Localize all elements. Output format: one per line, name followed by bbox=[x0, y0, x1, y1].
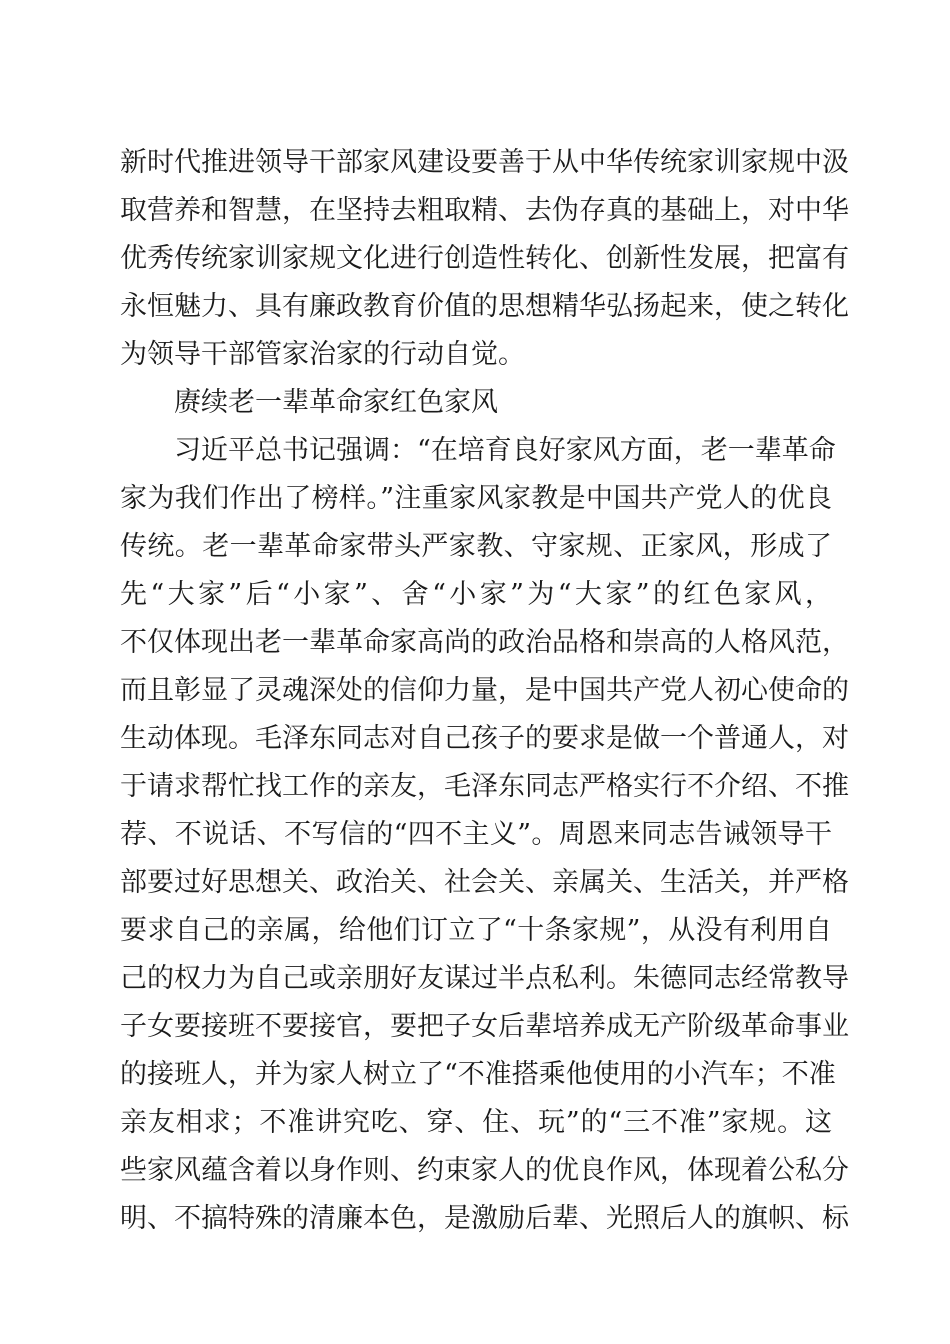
section-heading: 赓续老一辈革命家红色家风 bbox=[174, 387, 498, 418]
paragraph-2-line: 亲友相求；不准讲究吃、穿、住、玩”的“三不准”家规。这 bbox=[120, 1107, 832, 1138]
paragraph-2-line: 明、不搞特殊的清廉本色，是激励后辈、光照后人的旗帜、标 bbox=[120, 1203, 849, 1234]
paragraph-2-line: 传统。老一辈革命家带头严家教、守家规、正家风，形成了 bbox=[120, 531, 832, 562]
paragraph-2-line: 些家风蕴含着以身作则、约束家人的优良作风，体现着公私分 bbox=[120, 1155, 849, 1186]
paragraph-2-line: 而且彰显了灵魂深处的信仰力量，是中国共产党人初心使命的 bbox=[120, 675, 849, 706]
paragraph-2-line: 家为我们作出了榜样。”注重家风家教是中国共产党人的优良 bbox=[120, 483, 832, 514]
paragraph-2-line: 先“大家”后“小家”、舍“小家”为“大家”的红色家风， bbox=[120, 579, 832, 610]
paragraph-2-line: 子女要接班不要接官，要把子女后辈培养成无产阶级革命事业 bbox=[120, 1011, 849, 1042]
paragraph-1-line: 为领导干部管家治家的行动自觉。 bbox=[120, 339, 525, 370]
paragraph-2-line: 要求自己的亲属，给他们订立了“十条家规”，从没有利用自 bbox=[120, 915, 832, 946]
paragraph-2-line: 的接班人，并为家人树立了“不准搭乘他使用的小汽车；不准 bbox=[120, 1059, 836, 1090]
paragraph-1-line: 新时代推进领导干部家风建设要善于从中华传统家训家规中汲 bbox=[120, 147, 849, 178]
paragraph-2-line: 生动体现。毛泽东同志对自己孩子的要求是做一个普通人，对 bbox=[120, 723, 849, 754]
paragraph-1-line: 优秀传统家训家规文化进行创造性转化、创新性发展，把富有 bbox=[120, 243, 849, 274]
paragraph-2-line: 于请求帮忙找工作的亲友，毛泽东同志严格实行不介绍、不推 bbox=[120, 771, 849, 802]
paragraph-2-line: 习近平总书记强调：“在培育良好家风方面，老一辈革命 bbox=[174, 435, 836, 466]
paragraph-2-line: 不仅体现出老一辈革命家高尚的政治品格和崇高的人格风范， bbox=[120, 627, 849, 658]
paragraph-2-line: 己的权力为自己或亲朋好友谋过半点私利。朱德同志经常教导 bbox=[120, 963, 849, 994]
paragraph-2-line: 荐、不说话、不写信的“四不主义”。周恩来同志告诫领导干 bbox=[120, 819, 832, 850]
paragraph-2-line: 部要过好思想关、政治关、社会关、亲属关、生活关，并严格 bbox=[120, 867, 849, 898]
paragraph-1-line: 取营养和智慧，在坚持去粗取精、去伪存真的基础上，对中华 bbox=[120, 195, 849, 226]
paragraph-1-line: 永恒魅力、具有廉政教育价值的思想精华弘扬起来，使之转化 bbox=[120, 291, 849, 322]
